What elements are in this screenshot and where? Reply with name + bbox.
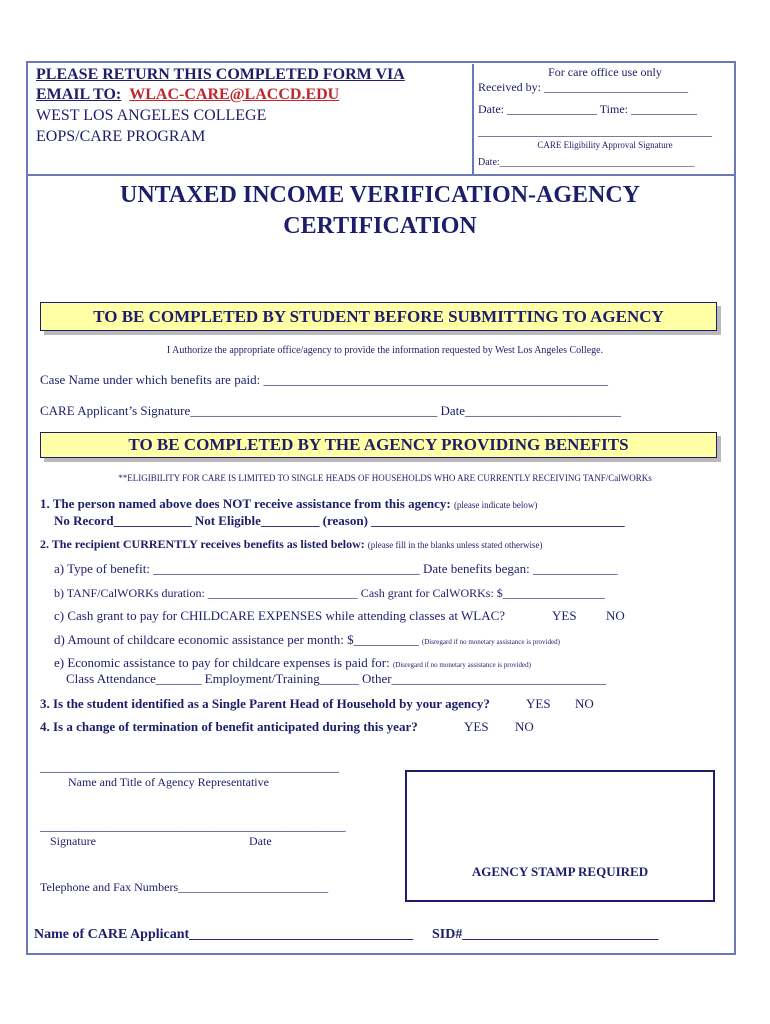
agency-representative-name-field[interactable]: ______________________________________________ (40, 759, 339, 774)
question-3-no-option[interactable]: NO (575, 696, 594, 711)
student-id-field[interactable]: SID#____________________________ (432, 927, 659, 942)
question-1-options-field[interactable]: No Record____________ Not Eligible_________ (reason) _______________________________________ (54, 513, 625, 528)
form-title-line-2: CERTIFICATION (283, 213, 477, 239)
telephone-fax-field[interactable]: Telephone and Fax Numbers_________________________ (40, 880, 329, 894)
applicant-name-field[interactable]: Name of CARE Applicant________________________________ (34, 927, 414, 942)
question-1-note: (please indicate below) (453, 500, 538, 510)
form-title-line-1: UNTAXED INCOME VERIFICATION-AGENCY (119, 182, 641, 208)
question-4-text: 4. Is a change of termination of benefit anticipated during this year? (40, 719, 418, 734)
question-1-text: 1. The person named above does NOT receive assistance from this agency: (40, 496, 451, 511)
received-by-field[interactable]: Received by: ________________________ (478, 80, 688, 94)
question-4-yes-option[interactable]: YES (464, 719, 489, 734)
agency-representative-label: Name and Title of Agency Representative (68, 775, 269, 789)
childcare-paid-for-question (54, 655, 531, 671)
eligibility-notice: **ELIGIBILITY FOR CARE IS LIMITED TO SINGLE HEADS OF HOUSEHOLDS WHO ARE CURRENTLY RECEIVING TANF/CalWORKs (118, 473, 652, 483)
office-approval-date-field[interactable]: Date:_______________________________________ (478, 157, 695, 168)
childcare-amount-field[interactable] (54, 632, 560, 648)
childcare-grant-no-option[interactable]: NO (606, 608, 625, 623)
question-2 (40, 537, 542, 552)
question-3-text: 3. Is the student identified as a Single Parent Head of Household by your agency? (40, 696, 490, 711)
question-1 (40, 496, 537, 512)
office-use-box (472, 64, 736, 174)
case-name-field[interactable]: Case Name under which benefits are paid: _____________________________________________________ (40, 372, 608, 387)
childcare-amount-note: (Disregard if no monetary assistance is provided) (421, 638, 560, 646)
office-use-heading: For care office use only (548, 65, 662, 79)
approval-signature-label: CARE Eligibility Approval Signature (537, 140, 673, 150)
applicant-signature-field[interactable]: CARE Applicant’s Signature______________________________________ Date________________________ (40, 403, 622, 418)
approval-signature-field[interactable]: _______________________________________ (478, 124, 712, 138)
office-date-time-field[interactable]: Date: _______________ Time: ___________ (478, 102, 698, 116)
college-name: WEST LOS ANGELES COLLEGE (36, 107, 267, 124)
agency-signature-field[interactable]: _______________________________________________ (40, 818, 346, 833)
agency-stamp-label: AGENCY STAMP REQUIRED (471, 864, 649, 879)
agency-section-heading: TO BE COMPLETED BY THE AGENCY PROVIDING BENEFITS (40, 432, 717, 458)
email-address-link[interactable]: WLAC-CARE@LACCD.EDU (129, 86, 340, 103)
form-title (40, 180, 720, 242)
email-line (36, 86, 339, 104)
authorization-statement: I Authorize the appropriate office/agency to provide the information requested by West Los Angeles College. (166, 345, 604, 356)
agency-signature-label: Signature (50, 834, 96, 848)
question-2-note: (please fill in the blanks unless stated otherwise) (367, 540, 543, 550)
agency-stamp-box (405, 770, 715, 902)
student-section-heading: TO BE COMPLETED BY STUDENT BEFORE SUBMITTING TO AGENCY (40, 302, 717, 331)
header-divider (28, 174, 734, 176)
program-name: EOPS/CARE PROGRAM (36, 128, 206, 145)
email-label: EMAIL TO: (36, 86, 122, 103)
benefit-type-field[interactable]: a) Type of benefit: _________________________________________ Date benefits began: _____________ (54, 561, 618, 576)
question-2-text: 2. The recipient CURRENTLY receives benefits as listed below: (40, 537, 365, 551)
childcare-grant-question: c) Cash grant to pay for CHILDCARE EXPENSES while attending classes at WLAC? (54, 608, 506, 623)
childcare-grant-yes-option[interactable]: YES (552, 608, 577, 623)
return-instructions (30, 64, 470, 174)
tanf-duration-field[interactable]: b) TANF/CalWORKs duration: _________________________ Cash grant for CalWORKs: $_________________ (54, 586, 605, 600)
childcare-paid-for-note: (Disregard if no monetary assistance is provided) (392, 661, 531, 669)
agency-date-label: Date (249, 834, 272, 848)
childcare-amount-text: d) Amount of childcare economic assistance per month: $__________ (54, 632, 419, 647)
question-3-yes-option[interactable]: YES (526, 696, 551, 711)
question-4-no-option[interactable]: NO (515, 719, 534, 734)
childcare-paid-for-text: e) Economic assistance to pay for childcare expenses is paid for: (54, 655, 390, 670)
childcare-paid-for-options-field[interactable]: Class Attendance_______ Employment/Training______ Other_________________________________ (66, 671, 607, 686)
return-heading: PLEASE RETURN THIS COMPLETED FORM VIA (36, 66, 405, 83)
